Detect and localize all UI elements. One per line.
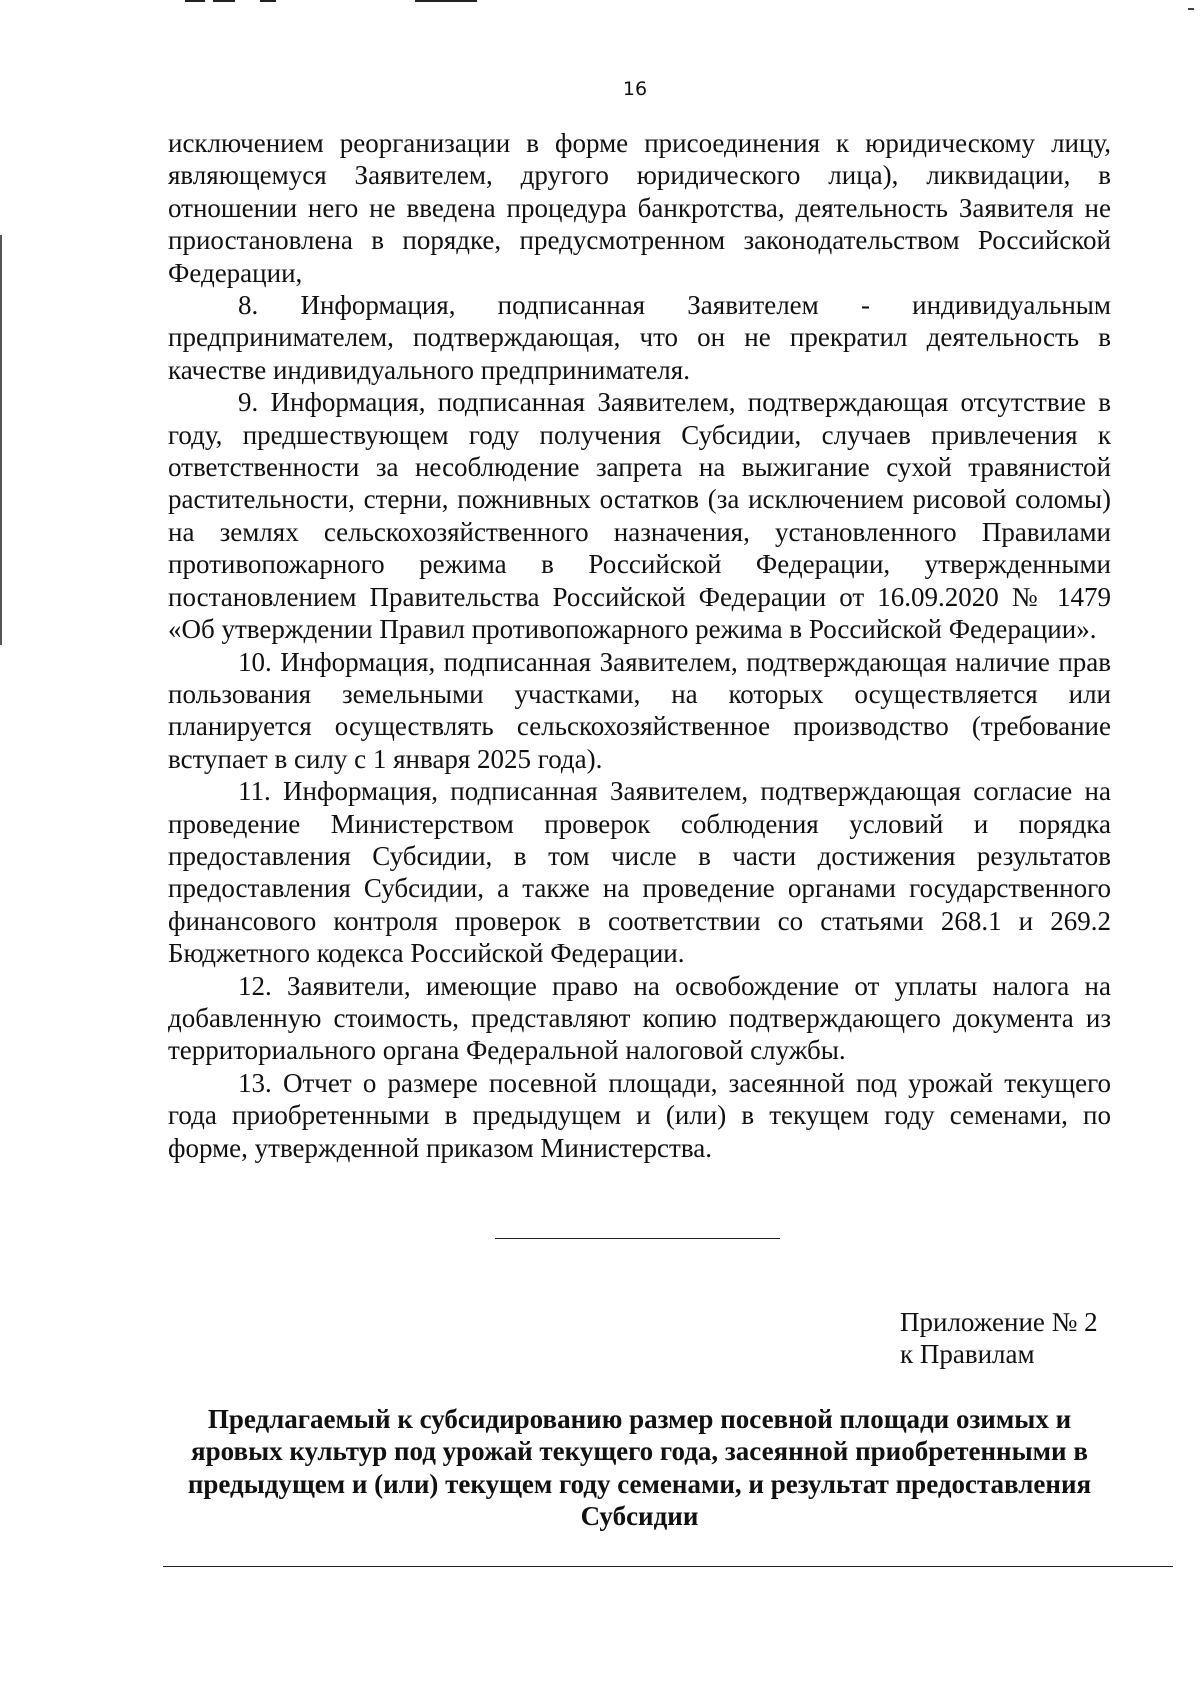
paragraph-item-13: 13. Отчет о размере посевной площади, засеянной под урожай текущего года приобретенными в предыдущем и (или) в текущем году семенами, по форме, утвержденной приказом Министерства. <box>168 1067 1111 1163</box>
appendix-heading <box>900 1306 1098 1371</box>
bottom-rule <box>163 1566 1173 1567</box>
scan-top-marks <box>185 0 485 4</box>
page-number: 16 <box>622 78 648 100</box>
scan-left-edge <box>0 235 2 645</box>
section-separator <box>495 1238 780 1239</box>
paragraph-item-12: 12. Заявители, имеющие право на освобождение от уплаты налога на добавленную стоимость, представляют копию подтверждающего документа из территориального органа Федеральной налоговой службы. <box>168 970 1111 1066</box>
paragraph-item-9: 9. Информация, подписанная Заявителем, подтверждающая отсутствие в году, предшествующем году получения Субсидии, случаев привлечения к ответственности за несоблюдение запрета на выжигание сухой травянистой растительности, стерни, пожнивных остатков (за исключением рисовой соломы) на землях сельскохозяйственного назначения, установленного Правилами противопожарного режима в Российской Федерации, утвержденными постановлением Правительства Российской Федерации от 16.09.2020 № 1479 «Об утверждении Правил противопожарного режима в Российской Федерации». <box>168 387 1111 645</box>
paragraph-continuation: исключением реорганизации в форме присоединения к юридическому лицу, являющемуся Заявителем, другого юридического лица), ликвидации, в отношении него не введена процедура банкротства, деятельность Заявителя не приостановлена в порядке, предусмотренном законодательством Российской Федерации, <box>168 128 1111 288</box>
document-body <box>168 127 1111 1164</box>
paragraph-item-10: 10. Информация, подписанная Заявителем, подтверждающая наличие прав пользования земельными участками, на которых осуществляется или планируется осуществлять сельскохозяйственное производство (требование вступает в силу с 1 января 2025 года). <box>168 646 1111 774</box>
paragraph-item-8: 8. Информация, подписанная Заявителем - индивидуальным предпринимателем, подтверждающая, что он не прекратил деятельность в качестве индивидуального предпринимателя. <box>168 290 1111 385</box>
appendix-number: Приложение № 2 <box>900 1307 1098 1337</box>
appendix-reference: к Правилам <box>900 1339 1035 1370</box>
paragraph-item-11: 11. Информация, подписанная Заявителем, подтверждающая согласие на проведение Министерством проверок соблюдения условий и порядка предоставления Субсидии, в том числе в части достижения результатов предоставления Субсидии, а также на проведение органами государственного финансового контроля проверок в соответствии со статьями 268.1 и 269.2 Бюджетного кодекса Российской Федерации. <box>168 776 1111 969</box>
section-title: Предлагаемый к субсидированию размер посевной площади озимых и яровых культур под урожай текущего года, засеянной приобретенными в предыдущем и (или) текущем году семенами, и результат предоставления Субсидии <box>187 1404 1092 1532</box>
scan-right-tick <box>1188 8 1194 10</box>
